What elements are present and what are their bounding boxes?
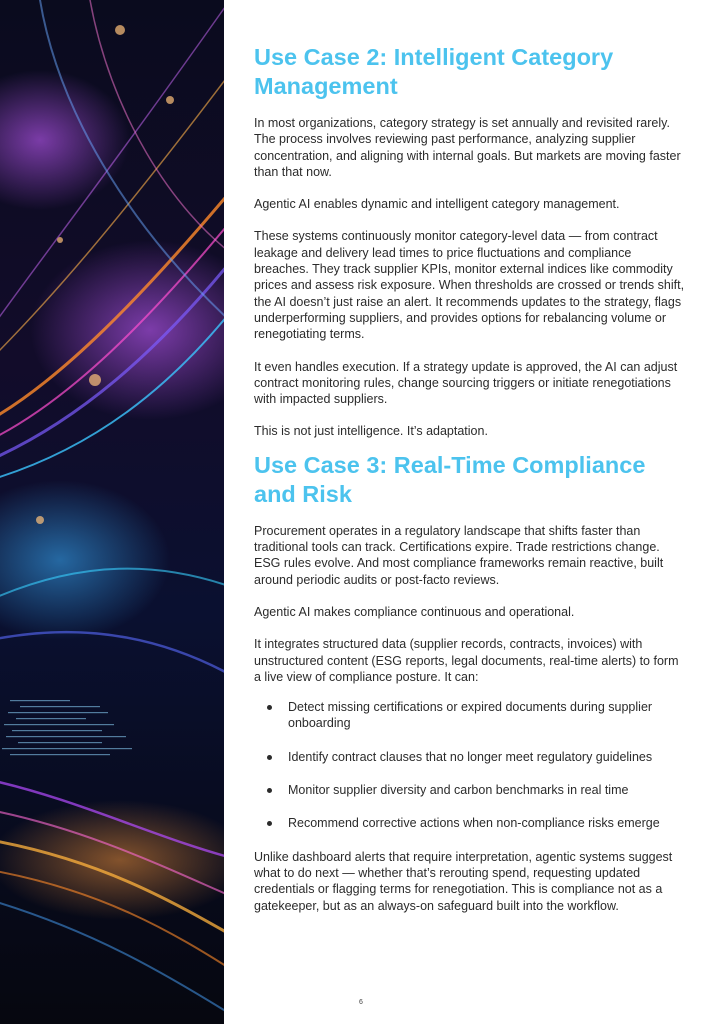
bullet-icon [267,788,272,793]
list-item: Recommend corrective actions when non-compliance risks emerge [254,815,686,831]
paragraph: In most organizations, category strategy is set annually and revisited rarely. The process involves reviewing past performance, analyzing supplier concentration, and aligning with internal goals. But markets are moving faster than that now. [254,116,681,179]
capability-list [254,699,686,831]
list-item: Detect missing certifications or expired documents during supplier onboarding [254,699,686,732]
paragraph: Agentic AI enables dynamic and intelligent category management. [254,197,620,212]
bullet-icon [267,705,272,710]
list-item: Monitor supplier diversity and carbon benchmarks in real time [254,782,686,798]
document-body [254,43,686,930]
section-heading-compliance-risk: Use Case 3: Real-Time Compliance and Risk [254,451,646,507]
paragraph: These systems continuously monitor category-level data — from contract leakage and delivery lead times to price fluctuations and compliance breaches. They track supplier KPIs, monitor external indices like commodity prices and assess risk exposure. When thresholds are crossed or trends shift, the AI doesn’t just raise an alert. It recommends updates to the strategy, flags underperforming suppliers, and provides options for rebalancing volume or renegotiating terms. [254,229,685,342]
paragraph: Procurement operates in a regulatory landscape that shifts faster than traditional tools can track. Certifications expire. Trade restrictions change. ESG rules evolve. And most compliance frameworks remain reactive, built around periodic audits or post-facto reviews. [254,523,664,587]
bullet-icon [267,755,272,760]
paragraph: This is not just intelligence. It’s adaptation. [254,424,488,439]
list-item: Identify contract clauses that no longer meet regulatory guidelines [254,749,686,765]
paragraph: It integrates structured data (supplier records, contracts, invoices) with unstructured content (ESG reports, legal documents, real-time alerts) to form a live view of compliance posture. It can: [254,637,679,684]
page-number: 6 [359,999,363,1006]
section-heading-category-management: Use Case 2: Intelligent Category Management [254,44,614,99]
paragraph: Agentic AI makes compliance continuous and operational. [254,604,575,619]
decorative-artwork [0,0,224,1024]
bullet-icon [267,821,272,826]
paragraph: Unlike dashboard alerts that require interpretation, agentic systems suggest what to do next — whether that’s rerouting spend, requesting updated credentials or flagging terms for renegotiation. This is compliance not as a gatekeeper, but as an always-on safeguard built into the workflow. [254,849,673,913]
paragraph: It even handles execution. If a strategy update is approved, the AI can adjust contract monitoring rules, change sourcing triggers or initiate renegotiations with impacted suppliers. [254,359,678,407]
abstract-light-streams-image [0,0,224,1024]
